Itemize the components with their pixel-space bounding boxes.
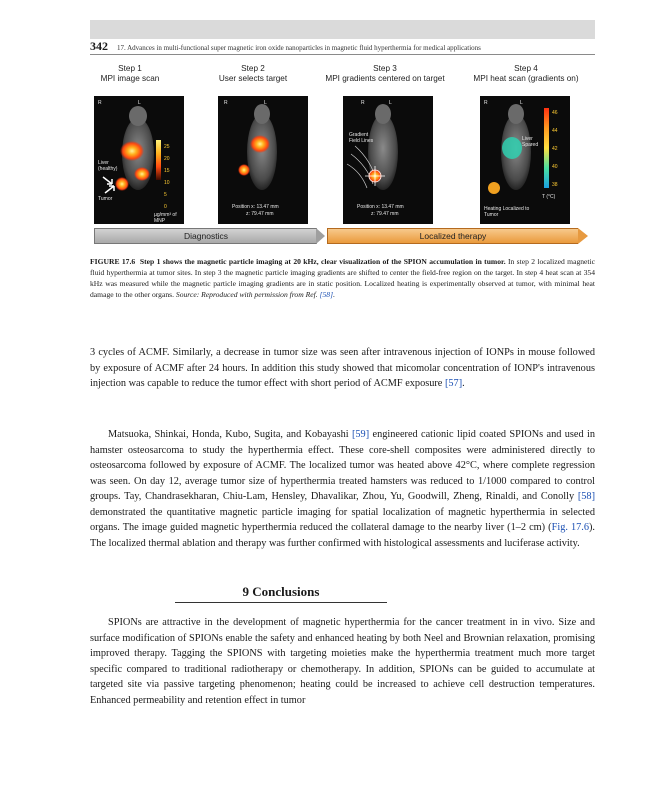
diagnostics-arrow-tip [316,228,325,244]
p1-text-a: 3 cycles of ACMF. Similarly, a decrease in tumor size was seen after intravenous injection of IONPs in mouse followed by exposure of ACMF after 24 hours. In addition this study showed that micomolar concentration of IONP's intravenous injection was capable to reduce the tumor effect with short period of ACMF exposure [90,347,595,389]
temp-tick: 42 [552,146,558,152]
panel-mpi-image-scan [94,96,184,224]
tumor-label: Tumor [98,196,113,202]
caption-source-end: . [333,290,335,299]
citation-link[interactable]: [57] [444,378,463,389]
running-head-title: 17. Advances in multi-functional super magnetic iron oxide nanoparticles in magnetic fluid hyperthermia for medical applications [117,44,481,52]
p2-text-b: engineered cationic lipid coated SPIONs and used in hamster osteosarcoma to study the hyperthermia effect. These core-shell composites were administered directly to osteosarcoma followed by exposure of ACMF. The localized tumor was heated above 42°C, where complete regression was seen. On day 12, average tumor size of hyperthermia treated hamsters was reduced to 1/1000 compared to control groups. Tay, Chandrasekharan, Chiu-Lam, Hensley, Dhavalikar, Zhou, Yu, Goodwill, Zheng, Rinaldi, and Conolly [90,429,595,502]
caption-text: In step 2 localized magnetic fluid hyperthermia at tumor sites. In step 3 the magnetic particle imaging gradients are shifted to center the field-free region on the target. In step 4 heat scan at 354 kHz was measured while the magnetic particle imaging gradients are in static position. Localized heating is experimentally observed at tumor, with minimal heat damage to the other organs. [90,257,595,299]
caption-source: Source: Reproduced with permission from Ref. [175,290,318,299]
caption-source-ref[interactable]: [58] [319,290,334,299]
body-paragraph-1 [90,345,595,392]
figure-caption [90,256,595,300]
temp-tick: 40 [552,164,558,170]
body-paragraph-2 [90,427,595,551]
scale-tick: 5 [164,192,167,198]
p2-text-a: Matsuoka, Shinkai, Honda, Kubo, Sugita, and Kobayashi [108,429,352,440]
temp-unit-label: T (°C) [542,194,556,200]
panel3-l-label: L [389,100,392,106]
panel2-l-label: L [264,100,267,106]
panel4-r-label: R [484,100,488,106]
liver-spared-label: Liver Spared [522,136,539,148]
scale-tick: 25 [164,144,170,150]
position-z-label: z: 79.47 mm [371,211,399,217]
panel1-l-label: L [138,100,141,106]
scale-tick: 20 [164,156,170,162]
temp-tick: 38 [552,182,558,188]
running-head-bar [90,20,595,39]
position-x-label: Position x: 13.47 mm [357,204,404,210]
page-number: 342 [90,39,108,53]
diagnostics-phase-bar: Diagnostics [94,228,317,244]
temp-tick: 44 [552,128,558,134]
therapy-arrow-tip [578,228,588,244]
panel-mpi-heat-scan [480,96,570,224]
p2-text-d: ). The localized thermal ablation and therapy was further confirmed with histological assessments and luciferase activity. [90,522,596,549]
panel1-r-label: R [98,100,102,106]
position-z-label: z: 79.47 mm [246,211,274,217]
step-4-label [456,64,596,84]
liver-healthy-label: Liver (healthy) [98,160,118,172]
arrow-icon [104,184,116,194]
step-1-title: Step 1 [118,64,142,73]
step-2-desc: User selects target [218,74,288,83]
citation-link[interactable]: [59] [351,429,370,440]
section-heading: 9 Conclusions [242,584,320,599]
step-3-label [315,64,455,84]
scale-tick: 15 [164,168,170,174]
temp-tick: 46 [552,110,558,116]
panel-user-selects-target [218,96,308,224]
caption-bold-text: Step 1 shows the magnetic particle imaging at 20 kHz, clear visualization of the SPION accumulation in tumor. [139,257,506,266]
step-4-title: Step 4 [514,64,538,73]
p1-text-b: . [462,378,465,389]
scale-tick: 10 [164,180,170,186]
panel-gradients-centered [343,96,433,224]
concentration-colorbar [156,140,161,180]
position-x-label: Position x: 13.47 mm [232,204,279,210]
running-head [90,39,595,55]
gradient-field-lines-label: Gradient Field Lines [349,132,374,144]
figure-17-6 [90,64,595,250]
step-3-title: Step 3 [373,64,397,73]
body-paragraph-3: SPIONs are attractive in the development of magnetic hyperthermia for the cancer treatment in in vivo. Size and surface modification of SPIONs enable the safety and enhanced heating by both Neel and Brownian relaxation, promising improved therapy. Tagging the SPIONS with targeting moieties make the hyperthermia treatment much more target specific compared to traditional radiotherapy or chemotherapy. In addition, SPIONs can be guided to accumulate at targeted site via passive targeting phenomenon; heating could be increased to achieve cell destruction temperatures. Enhanced permeability and retention effect in tumor [90,617,595,706]
scale-tick: 0 [164,204,167,210]
unit-label: µg/mm³ of MNP [154,212,177,224]
step-1-desc: MPI image scan [100,74,160,83]
figure-link[interactable]: Fig. 17.6 [551,522,589,533]
temperature-colorbar [544,108,549,188]
therapy-phase-bar: Localized therapy [327,228,578,244]
p2-text-c: demonstrated the quantitative magnetic particle imaging for spatial localization of magnetic hyperthermia in selected organs. The image guided magnetic hyperthermia reduced the collateral damage to the nearby liver (1–2 cm) ( [90,506,595,533]
step-1-label [69,64,191,84]
step-3-desc: MPI gradients centered on target [325,74,445,83]
panel4-l-label: L [520,100,523,106]
step-2-label [192,64,314,84]
panel3-r-label: R [361,100,365,106]
caption-label: FIGURE 17.6 [90,257,136,266]
step-4-desc: MPI heat scan (gradients on) [473,74,579,83]
heating-localized-label: Heating Localized to Tumor [484,206,530,218]
citation-link[interactable]: [58] [577,491,595,502]
section-divider [175,602,387,603]
panel2-r-label: R [224,100,228,106]
step-2-title: Step 2 [241,64,265,73]
